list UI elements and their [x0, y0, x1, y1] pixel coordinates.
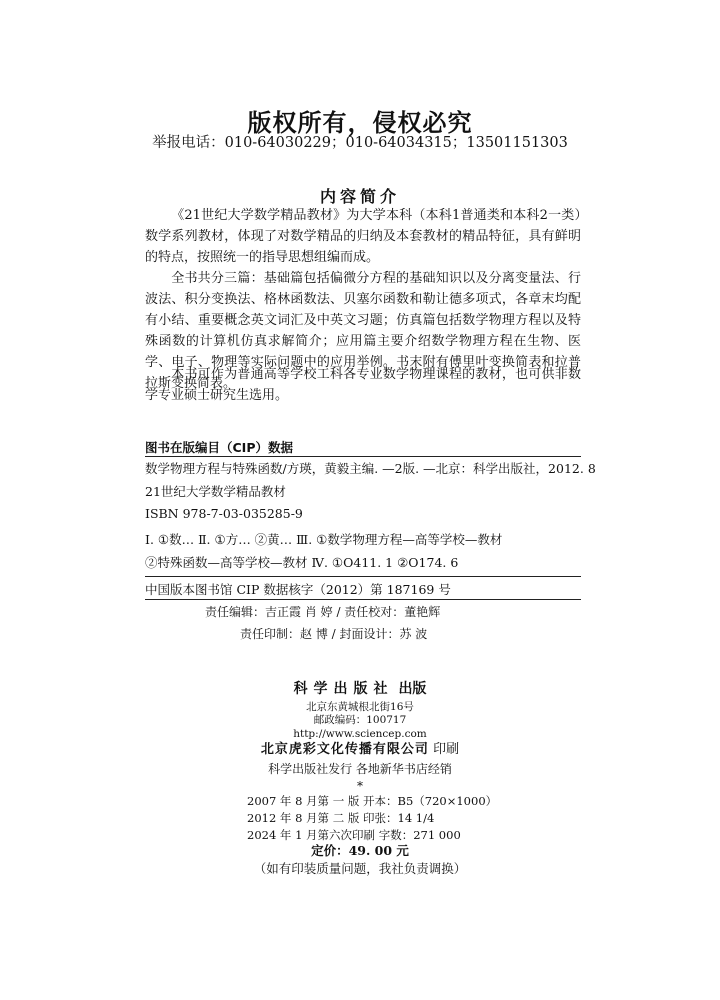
- publisher-website: http://www.sciencep.com: [293, 728, 427, 740]
- summary-paragraph-3: [145, 364, 581, 406]
- summary-paragraph-2-text: 全书共分三篇：基础篇包括偏微分方程的基础知识以及分离变量法、行波法、积分变换法、格林函数法、贝塞尔函数和勒让德多项式，各章末均配有小结、重要概念英文词汇及中英文习题；仿真篇包括数学物理方程以及特殊函数的计算机仿真求解简介；应用篇主要介绍数学物理方程在生物、医学、电子、物理等实际问题中的应用举例。书末附有傅里叶变换简表和拉普拉斯变换简表。: [145, 271, 581, 391]
- edition-line-3: 2024 年 1 月第六次印刷 字数：271 000: [247, 828, 461, 842]
- summary-title: 内容简介: [319, 187, 400, 206]
- printer-line: [0, 741, 720, 759]
- printer-name: 北京虎彩文化传播有限公司: [260, 742, 429, 757]
- distribution-line: 科学出版社发行 各地新华书店经销: [268, 762, 452, 776]
- publisher-suffix: 出版: [398, 681, 427, 697]
- cip-line: 21世纪大学数学精品教材: [145, 484, 286, 499]
- staff-production: 责任印制：赵 博 / 封面设计：苏 波: [240, 627, 428, 641]
- separator-star: *: [357, 779, 363, 793]
- printer-suffix: 印刷: [433, 742, 460, 757]
- cip-bottom-rule: [145, 576, 581, 577]
- publisher-line: [0, 680, 720, 698]
- summary-paragraph-1: [145, 205, 581, 268]
- staff-rule: [145, 599, 581, 600]
- price: 定价：49. 00 元: [311, 843, 409, 858]
- edition-line-2: 2012 年 8 月第 二 版 印张：14 1/4: [247, 811, 435, 825]
- summary-paragraph-3-text: 本书可作为普通高等学校工科各专业数学物理课程的教材，也可供非数学专业硕士研究生选用。: [145, 367, 581, 403]
- cip-line: 数学物理方程与特殊函数/方瑛，黄毅主编. —2版. —北京：科学出版社，2012. 8: [145, 461, 596, 476]
- publisher-address: 北京东黄城根北街16号: [306, 701, 414, 713]
- cip-line: Ⅰ. ①数… Ⅱ. ①方… ②黄… Ⅲ. ①数学物理方程—高等学校—教材: [145, 532, 503, 547]
- report-phone-line: 举报电话：010-64030229；010-64034315；13501151303: [152, 135, 568, 151]
- quality-notice: （如有印装质量问题，我社负责调换）: [253, 861, 467, 876]
- cip-data-number: 中国版本图书馆 CIP 数据核字（2012）第 187169 号: [145, 582, 451, 597]
- publisher-postcode: 邮政编码：100717: [313, 714, 407, 726]
- cip-line: ②特殊函数—高等学校—教材 Ⅳ. ①O411. 1 ②O174. 6: [145, 555, 459, 570]
- edition-line-1: 2007 年 8 月第 一 版 开本：B5（720×1000）: [247, 794, 498, 808]
- cip-header: 图书在版编目（CIP）数据: [145, 440, 293, 455]
- staff-editors: 责任编辑：吉正霞 肖 婷 / 责任校对：董艳辉: [205, 605, 441, 619]
- summary-paragraph-1-text: 《21世纪大学数学精品教材》为大学本科（本科1普通类和本科2一类）数学系列教材，体现了对数学精品的归纳及本套教材的精品特征，具有鲜明的特点，按照统一的指导思想组编而成。: [145, 208, 581, 265]
- publisher-seal: 科学出版社: [293, 681, 394, 697]
- cip-top-rule: [145, 456, 581, 457]
- cip-line: ISBN 978-7-03-035285-9: [145, 506, 303, 521]
- copyright-title: 版权所有，侵权必究: [247, 109, 473, 137]
